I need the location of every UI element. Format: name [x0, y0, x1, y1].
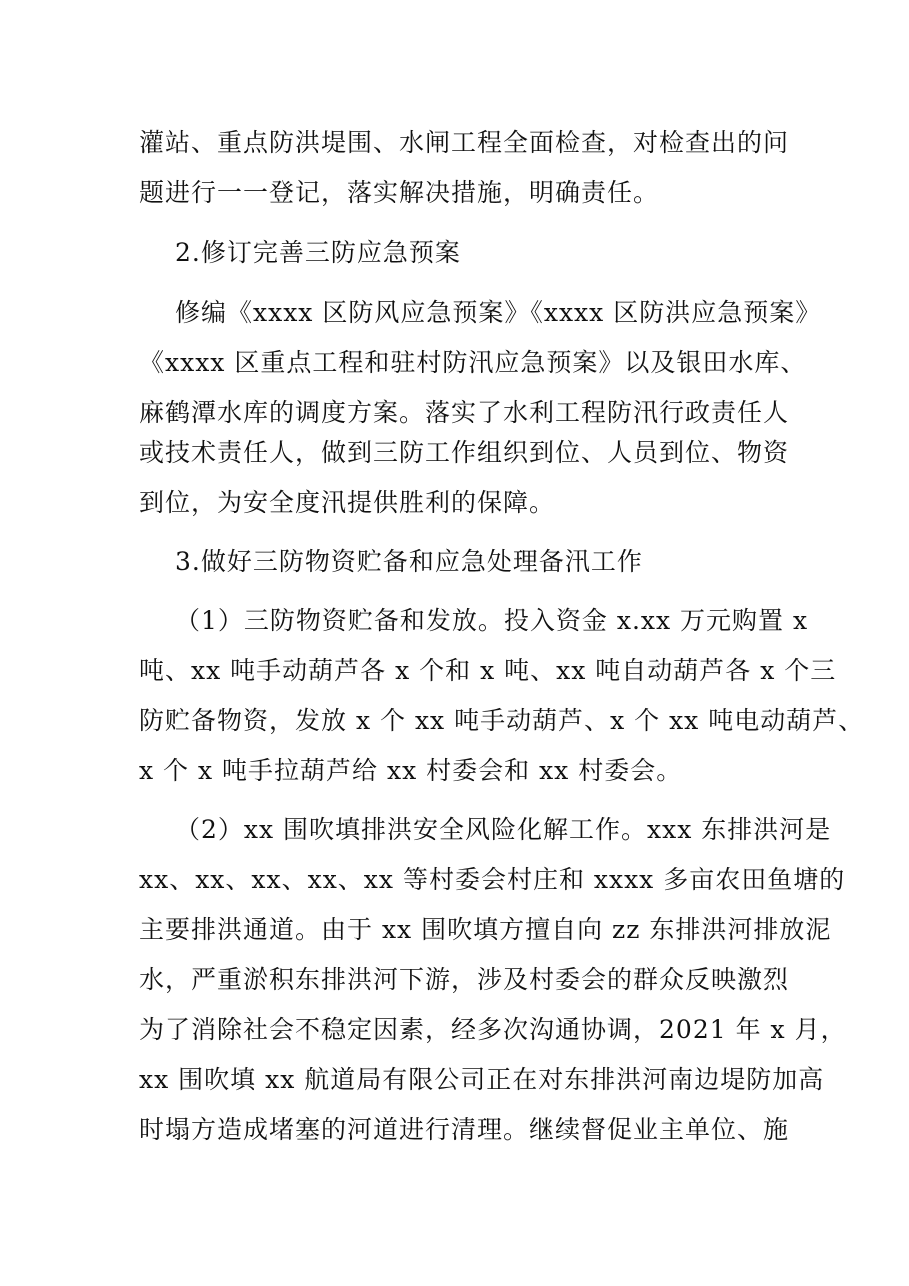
paragraph-line: 题进行一一登记，落实解决措施，明确责任。 — [139, 178, 660, 207]
paragraph-line: 为了消除社会不稳定因素，经多次沟通协调，2021 年 x 月， — [139, 1015, 847, 1044]
paragraph-line: xx 围吹填 xx 航道局有限公司正在对东排洪河南边堤防加高 — [139, 1065, 825, 1094]
paragraph-line: 到位，为安全度汛提供胜利的保障。 — [139, 488, 556, 517]
paragraph-line: 主要排洪通道。由于 xx 围吹填方擅自向 zz 东排洪河排放泥 — [139, 915, 832, 944]
paragraph-line: 吨、xx 吨手动葫芦各 x 个和 x 吨、xx 吨自动葫芦各 x 个三 — [139, 656, 837, 685]
paragraph-line: 修编《xxxx 区防风应急预案》《xxxx 区防洪应急预案》 — [175, 298, 822, 327]
paragraph-line: 《xxxx 区重点工程和驻村防汛应急预案》以及银田水库、 — [139, 348, 807, 377]
paragraph-line: 或技术责任人，做到三防工作组织到位、人员到位、物资 — [139, 438, 790, 467]
paragraph-line: xx、xx、xx、xx、xx 等村委会村庄和 xxxx 多亩农田鱼塘的 — [139, 865, 846, 894]
paragraph-line: 灌站、重点防洪堤围、水闸工程全面检查，对检查出的问 — [139, 128, 790, 157]
paragraph-line: （1）三防物资贮备和发放。投入资金 x.xx 万元购置 x — [175, 606, 809, 635]
paragraph-line: 麻鹤潭水库的调度方案。落实了水利工程防汛行政责任人 — [139, 398, 790, 427]
paragraph-line: （2）xx 围吹填排洪安全风险化解工作。xxx 东排洪河是 — [175, 815, 832, 844]
paragraph-line: 时塌方造成堵塞的河道进行清理。继续督促业主单位、施 — [139, 1115, 790, 1144]
section-heading: 3.做好三防物资贮备和应急处理备汛工作 — [175, 547, 643, 576]
paragraph-line: 防贮备物资，发放 x 个 xx 吨手动葫芦、x 个 xx 吨电动葫芦、 — [139, 706, 865, 735]
section-heading: 2.修订完善三防应急预案 — [175, 238, 461, 267]
paragraph-line: 水，严重淤积东排洪河下游，涉及村委会的群众反映激烈 — [139, 965, 790, 994]
paragraph-line: x 个 x 吨手拉葫芦给 xx 村委会和 xx 村委会。 — [139, 756, 683, 785]
